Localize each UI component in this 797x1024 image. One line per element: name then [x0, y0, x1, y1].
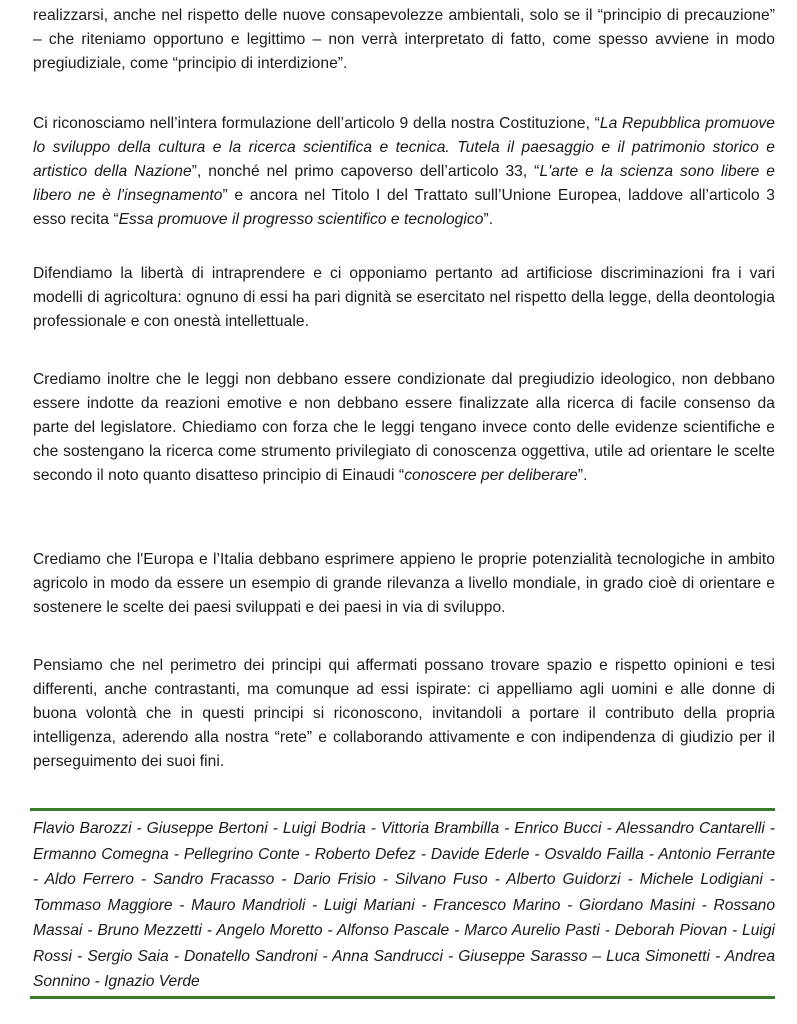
paragraph-constitution-text-c: ”, nonché nel primo capoverso dell’articolo 33, “: [191, 163, 540, 180]
quote-eu-treaty: Essa promuove il progresso scientifico e tecnologico: [118, 211, 484, 228]
paragraph-constitution-text-e: ” e ancora nel Titolo I del Trattato sull’Unione Europea, laddove all’articolo 3 esso recita “: [33, 187, 776, 228]
quote-article-9: La Repubblica promuove lo sviluppo della cultura e la ricerca scientifica e tecnica. Tutela il paesaggio e il patrimonio storico e artistico della Nazione: [33, 115, 775, 180]
divider-bottom: [30, 996, 775, 999]
paragraph-precaution: realizzarsi, anche nel rispetto delle nuove consapevolezze ambientali, solo se il “principio di precauzione” – che riteniamo opportuno e legittimo – non verrà interpretato di fatto, come spesso avviene in modo pregiudiziale, come “principio di interdizione”.: [33, 7, 775, 72]
paragraph-europe: Crediamo che l'Europa e l’Italia debbano esprimere appieno le proprie potenzialità tecnologiche in ambito agricolo in modo da essere un esempio di grande rilevanza a livello mondiale, in grado cioè di orientare e sostenere le scelte dei paesi sviluppati e dei paesi in via di sviluppo.: [33, 551, 775, 616]
paragraph-freedom: Difendiamo la libertà di intraprendere e ci opponiamo pertanto ad artificiose discriminazioni fra i vari modelli di agricoltura: ognuno di essi ha pari dignità se esercitato nel rispetto della legge, della deontologia professionale e con onestà intellettuale.: [33, 265, 775, 330]
paragraph-laws-text-c: ”.: [577, 467, 588, 484]
quote-einaudi: conoscere per deliberare: [404, 467, 578, 484]
paragraph-constitution-text-g: ”.: [483, 211, 494, 228]
quote-article-33: L'arte e la scienza sono libere e libero ne è l'insegnamento: [33, 163, 775, 204]
paragraph-laws: [33, 368, 775, 488]
paragraph-network: Pensiamo che nel perimetro dei principi qui affermati possano trovare spazio e rispetto opinioni e tesi differenti, anche contrastanti, ma comunque ad essi ispirate: ci appelliamo agli uomini e alle donne di buona volontà che in questi principi si riconoscono, invitandoli a portare il contributo della propria intelligenza, aderendo alla nostra “rete” e collaborando attivamente e con indipendenza di giudizio per il perseguimento dei suoi fini.: [33, 657, 775, 770]
signatories-list: Flavio Barozzi - Giuseppe Bertoni - Luigi Bodria - Vittoria Brambilla - Enrico Bucci - Alessandro Cantarelli - Ermanno Comegna - Pellegrino Conte - Roberto Defez - Davide Ederle - Osvaldo Failla - Antonio Ferrante - Aldo Ferrero - Sandro Fracasso - Dario Frisio - Silvano Fuso - Alberto Guidorzi - Michele Lodigiani - Tommaso Maggiore - Mauro Mandrioli - Luigi Mariani - Francesco Marino - Giordano Masini - Rossano Massai - Bruno Mezzetti - Angelo Moretto - Alfonso Pascale - Marco Aurelio Pasti - Deborah Piovan - Luigi Rossi - Sergio Saia - Donatello Sandroni - Anna Sandrucci - Giuseppe Sarasso – Luca Simonetti - Andrea Sonnino - Ignazio Verde: [33, 820, 775, 990]
paragraph-constitution: [33, 112, 775, 232]
paragraph-laws-text-a: Crediamo inoltre che le leggi non debbano essere condizionate dal pregiudizio ideologico, non debbano essere indotte da reazioni emotive e non debbano essere finalizzate alla ricerca di facile consenso da parte del legislatore. Chiediamo con forza che le leggi tengano invece conto delle evidenze scientifiche e che sostengano la ricerca come strumento privilegiato di conoscenza oggettiva, utile ad orientare le scelte secondo il noto quanto disatteso principio di Einaudi “: [33, 371, 775, 484]
paragraph-constitution-text-a: Ci riconosciamo nell’intera formulazione dell’articolo 9 della nostra Costituzione, “: [33, 115, 600, 132]
divider-top: [30, 808, 775, 811]
